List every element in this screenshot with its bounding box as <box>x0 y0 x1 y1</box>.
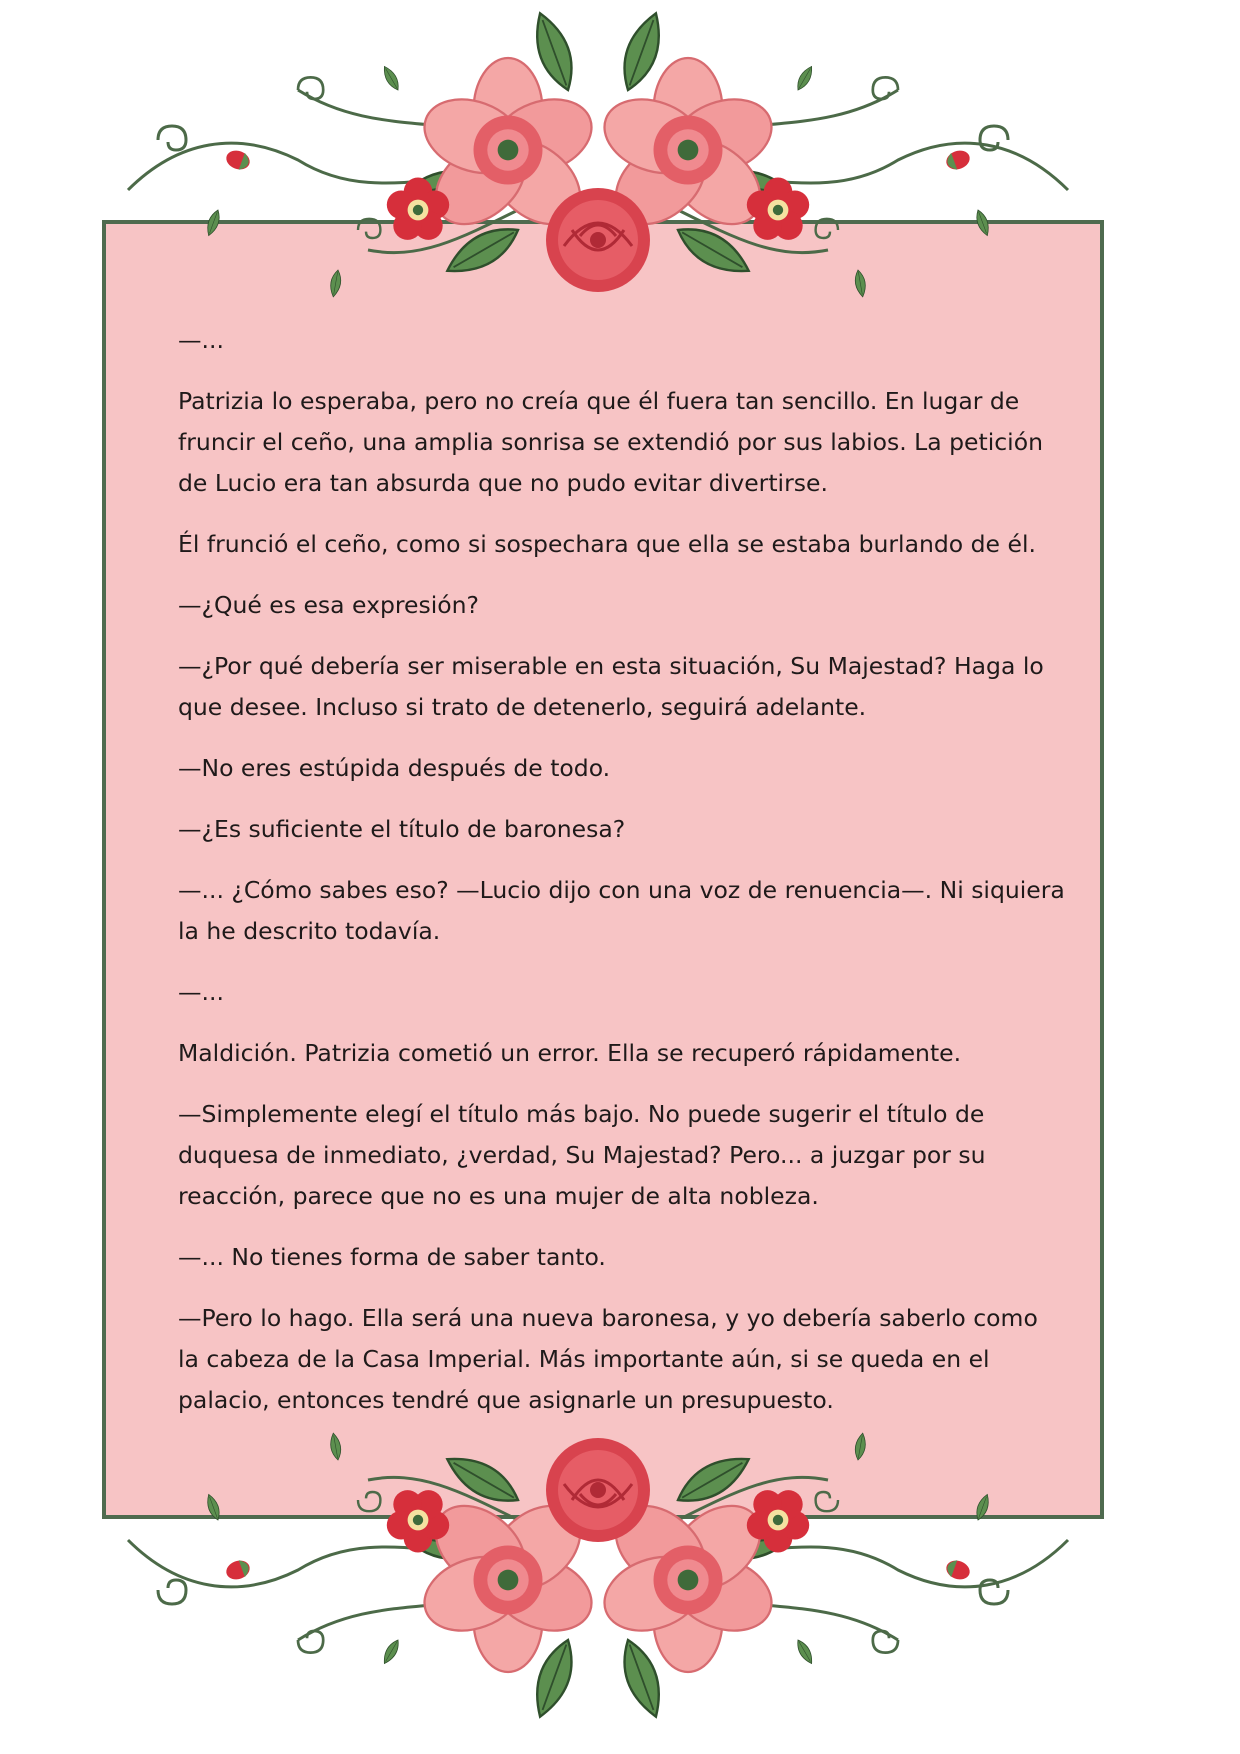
paragraph: —¿Es suficiente el título de baronesa? <box>178 815 626 843</box>
paragraph: —... <box>178 326 224 354</box>
paragraph: —... No tienes forma de saber tanto. <box>178 1243 606 1271</box>
paragraph: —Pero lo hago. Ella será una nueva baronesa, y yo debería saberlo como la cabeza de la Casa Imperial. Más importante aún, si se queda en el palacio, entonces tendré que asignarle un presupuesto. <box>178 1304 1038 1414</box>
paragraph: —Simplemente elegí el título más bajo. No puede sugerir el título de duquesa de inmediato, ¿verdad, Su Majestad? Pero... a juzgar por su reacción, parece que no es una mujer de alta nobleza. <box>178 1100 986 1210</box>
paragraph: Patrizia lo esperaba, pero no creía que él fuera tan sencillo. En lugar de fruncir el ceño, una amplia sonrisa se extendió por sus labios. La petición de Lucio era tan absurda que no pudo evitar divertirse. <box>178 387 1043 497</box>
paragraph: —¿Qué es esa expresión? <box>178 591 480 619</box>
paragraph: —... ¿Cómo sabes eso? —Lucio dijo con una voz de renuencia—. Ni siquiera la he descrito todavía. <box>178 876 1065 945</box>
paragraph: —... <box>178 978 224 1006</box>
paragraph: Él frunció el ceño, como si sospechara que ella se estaba burlando de él. <box>178 530 1036 558</box>
paragraph: —¿Por qué debería ser miserable en esta situación, Su Majestad? Haga lo que desee. Incluso si trato de detenerlo, seguirá adelante. <box>178 652 1044 721</box>
paragraph: Maldición. Patrizia cometió un error. Ella se recuperó rápidamente. <box>178 1039 962 1067</box>
paragraph: —No eres estúpida después de todo. <box>178 754 611 782</box>
story-text <box>178 320 1066 1441</box>
